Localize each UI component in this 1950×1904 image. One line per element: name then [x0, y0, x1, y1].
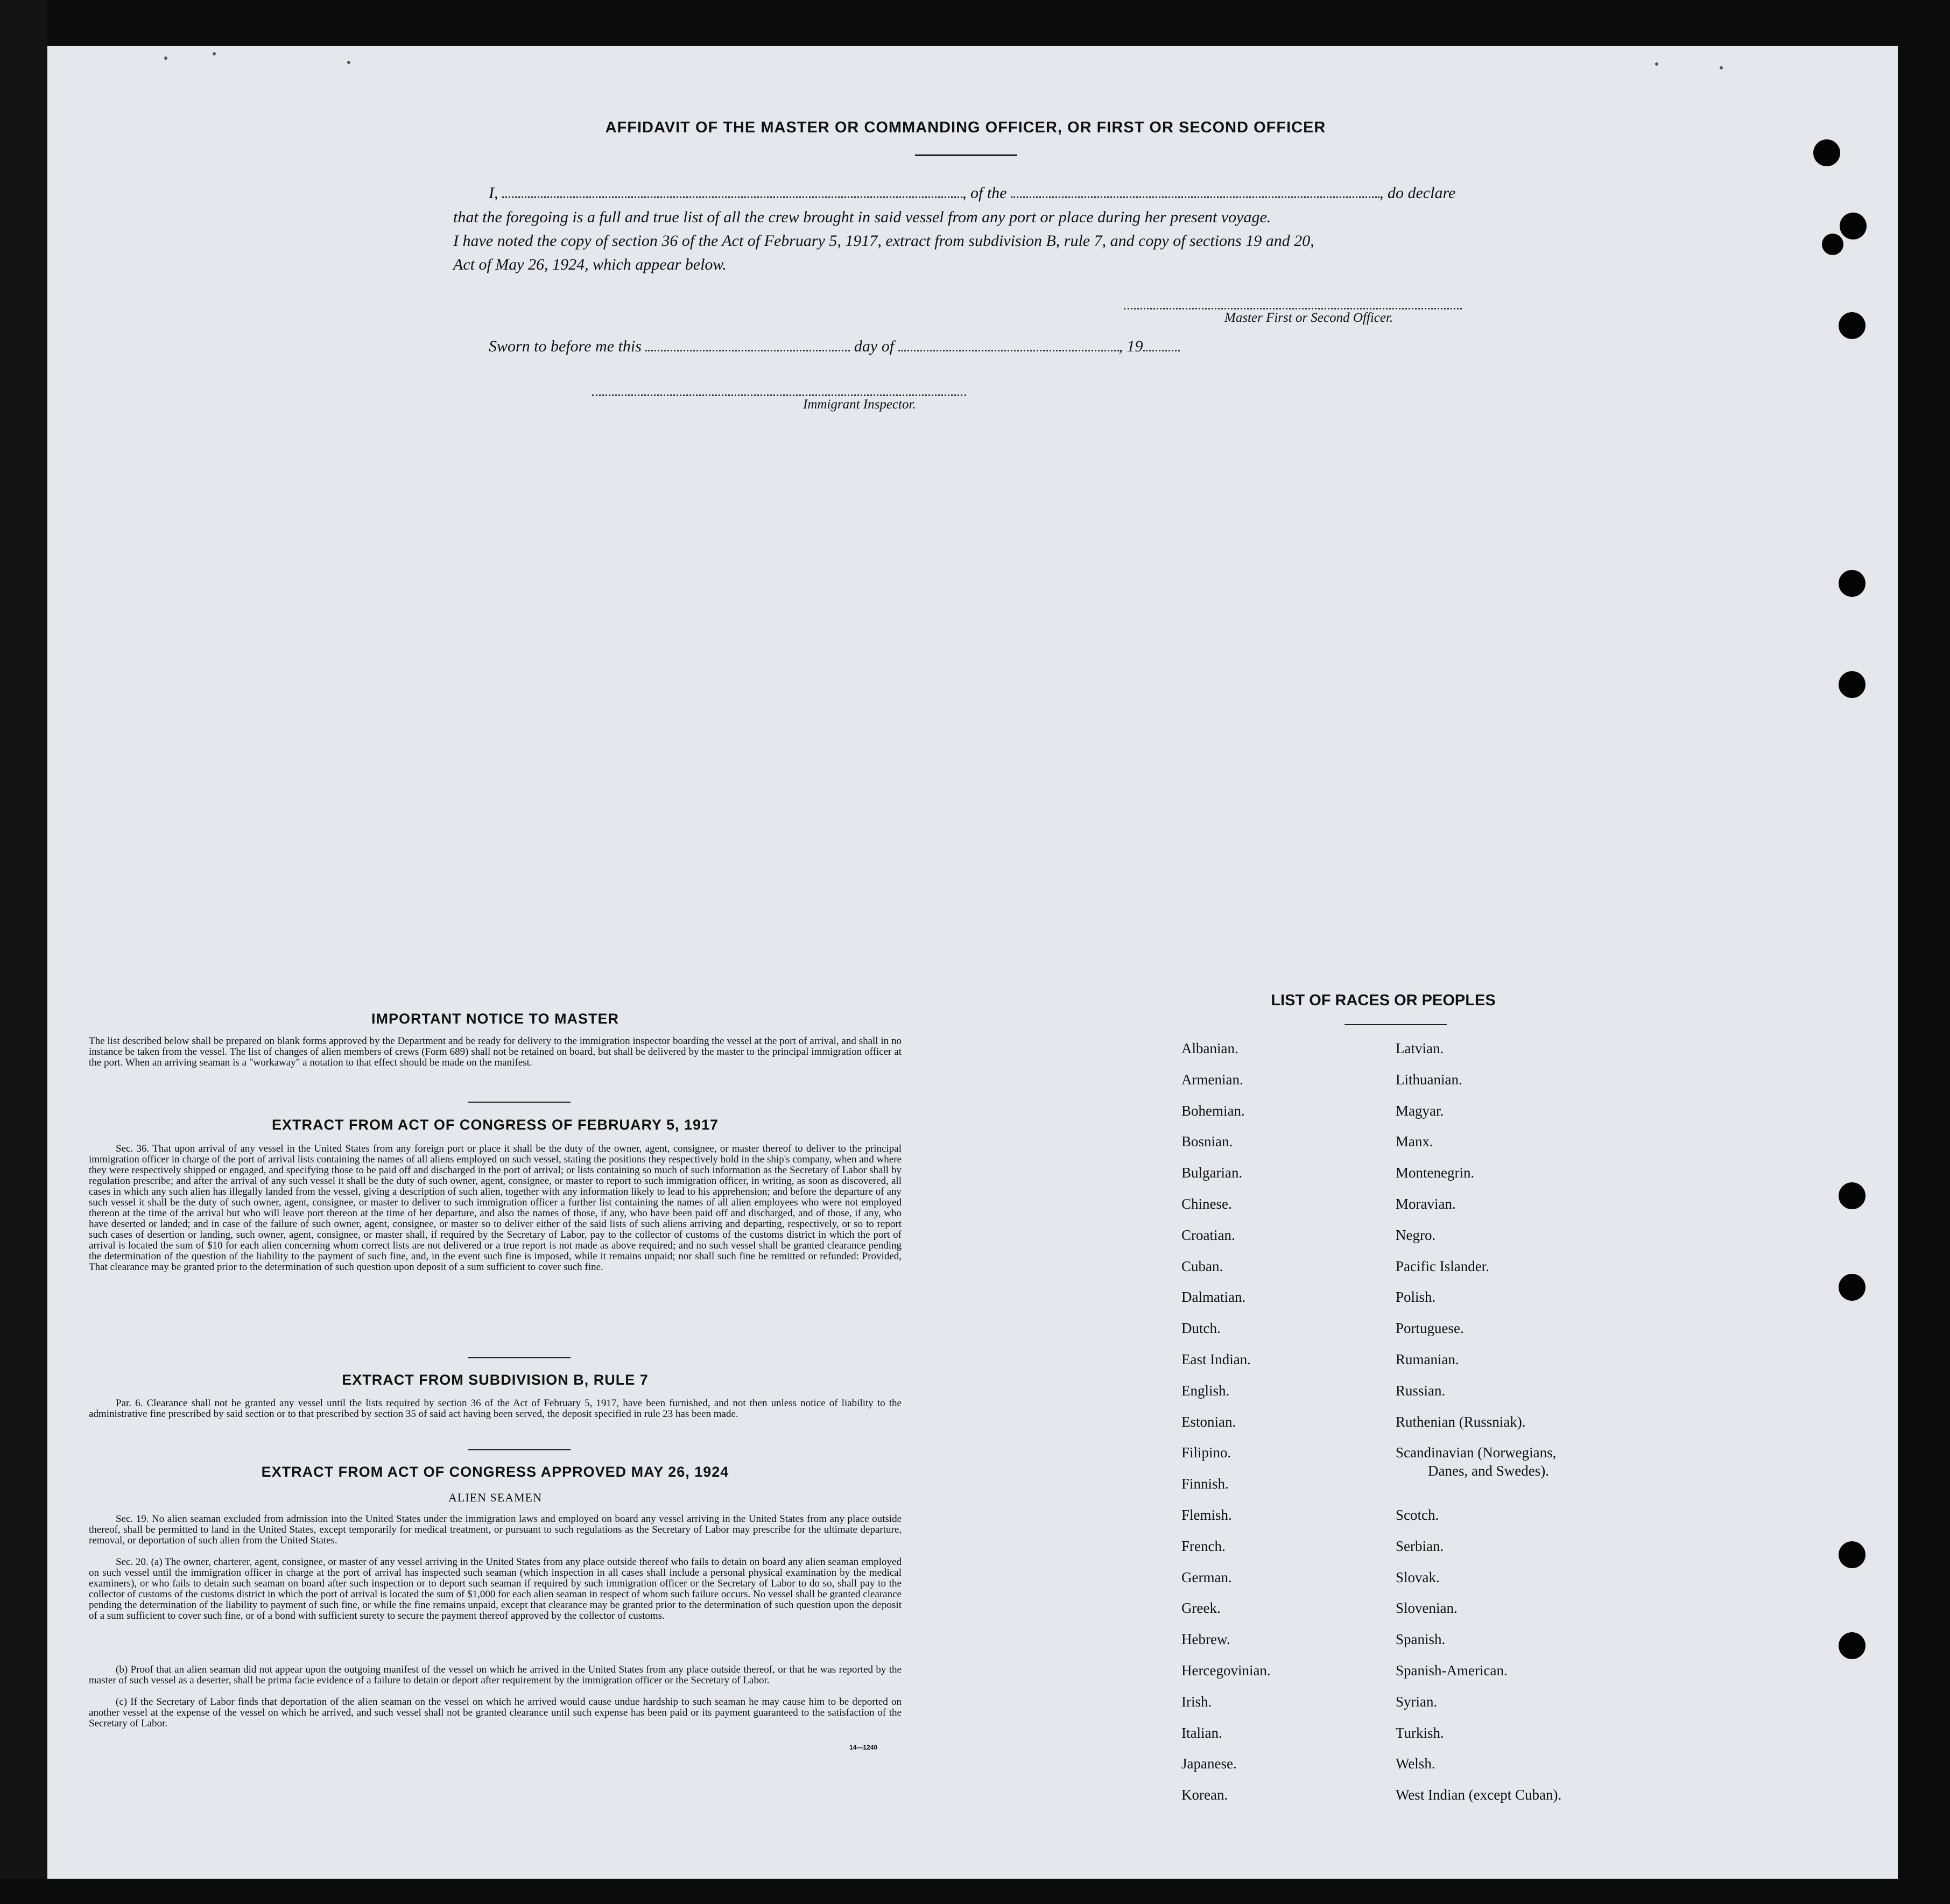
- race-item: Negro.: [1396, 1226, 1436, 1243]
- punch-hole: [1839, 671, 1865, 698]
- race-item: Italian.: [1181, 1724, 1222, 1741]
- race-item: Hebrew.: [1181, 1631, 1230, 1648]
- paper-speck: [1720, 66, 1723, 69]
- race-item: Pacific Islander.: [1396, 1258, 1489, 1274]
- punch-hole: [1839, 312, 1865, 339]
- section-divider: [468, 1449, 571, 1450]
- affidavit-line-2: that the foregoing is a full and true list of all the crew brought in said vessel from any port or place during her present voyage.: [453, 208, 1271, 226]
- race-item: Lithuanian.: [1396, 1071, 1462, 1088]
- race-item: Spanish-American.: [1396, 1662, 1508, 1679]
- film-border-right: [1898, 0, 1950, 1904]
- sworn-line: [489, 337, 1180, 356]
- races-title: LIST OF RACES OR PEOPLES: [1271, 992, 1496, 1009]
- race-item: East Indian.: [1181, 1351, 1251, 1367]
- race-item: Korean.: [1181, 1787, 1228, 1803]
- race-item: Portuguese.: [1396, 1320, 1464, 1337]
- punch-hole: [1822, 234, 1843, 255]
- film-border-bottom: [0, 1879, 1950, 1904]
- paper-speck: [164, 57, 167, 60]
- race-item: Rumanian.: [1396, 1351, 1459, 1367]
- sec-20b-body: (b) Proof that an alien seaman did not appear upon the outgoing manifest of the vessel on which he arrived in the United States from any place outside thereof, or that he was reported by the master of such vessel as a deserter, shall be prima facie evidence of a failure to detain or deport after requirement by the immigration officer or the Secretary of Labor.: [89, 1664, 902, 1686]
- race-item: Estonian.: [1181, 1413, 1236, 1430]
- sec-19-body: Sec. 19. No alien seaman excluded from admission into the United States under the immigration laws and employed on board any vessel arriving in the United States from any place outside thereof, shall be permitted to land in the United States, except temporarily for medical treatment, or pursuant to such regulations as the Secretary of Labor may prescribe for the ultimate departure, removal, or deportation of such alien from the United States.: [89, 1513, 902, 1546]
- extract-1917-body: Sec. 36. That upon arrival of any vessel in the United States from any foreign port or place it shall be the duty of the owner, agent, consignee, or master thereof to deliver to the principal immigration officer in charge of the port of arrival lists containing the names of all aliens employed on such vessel, stating the positions they respectively hold in the ship's company, when and where they were respectively shipped or engaged, and specifying those to be paid off and discharged in the port of arrival; or lists containing so much of such information as the Secretary of Labor shall by regulation prescribe; and after the arrival of any such vessel it shall be the duty of such owner, agent, consignee, or master to report to such immigration officer, in writing, as soon as discovered, all cases in which any such alien has illegally landed from the vessel, giving a description of such alien, together with any information likely to lead to his apprehension; and before the departure of any such vessel it shall be the duty of such owner, agent, consignee, or master to deliver to such immigration officer a further list containing the names of all alien employees who were not employed thereon at the time of the arrival but who will leave port thereon at the time of her departure, and also the names of those, if any, who have been paid off and discharged, and of those, if any, who have deserted or landed; and in case of the failure of such owner, agent, consignee, or master so to deliver either of the said lists of such aliens arriving and departing, respectively, or so to report such cases of desertion or landing, such owner, agent, consignee, or master shall, if required by the Secretary of Labor, pay to the collector of customs of the customs district in which the port of arrival is located the sum of $10 for each alien concerning whom correct lists are not delivered or a true report is not made as above required; and no such vessel shall be granted clearance pending the determination of the question of the liability to the payment of such fine, and, in the event such fine is imposed, while it remains unpaid; nor shall such fine be remitted or refunded: Provided, That clearance may be granted prior to the determination of such question upon deposit of a sum sufficient to cover such fine.: [89, 1143, 902, 1273]
- race-item: Slovak.: [1396, 1569, 1440, 1585]
- race-item: Spanish.: [1396, 1631, 1446, 1648]
- inspector-signature-line[interactable]: [592, 394, 966, 396]
- extract-1917-title: EXTRACT FROM ACT OF CONGRESS OF FEBRUARY 5, 1917: [271, 1117, 719, 1133]
- race-item: Armenian.: [1181, 1071, 1243, 1088]
- race-item: Croatian.: [1181, 1226, 1235, 1243]
- race-item: Scandinavian (Norwegians,: [1396, 1444, 1557, 1461]
- film-border-left: [0, 0, 47, 1904]
- extract-1924-title: EXTRACT FROM ACT OF CONGRESS APPROVED MAY 26, 1924: [261, 1464, 729, 1480]
- race-item: Cuban.: [1181, 1258, 1223, 1274]
- sworn-year-label: , 19: [1118, 337, 1143, 355]
- affidavit-of-label: , of the: [962, 184, 1007, 202]
- paper-speck: [347, 61, 350, 64]
- punch-hole: [1839, 1274, 1865, 1301]
- master-signature-line[interactable]: [1124, 308, 1462, 309]
- race-item: Polish.: [1396, 1289, 1436, 1306]
- affidavit-declare-label: , do declare: [1379, 184, 1456, 202]
- affidavit-i-label: I,: [489, 184, 498, 202]
- vessel-blank[interactable]: [1011, 185, 1379, 198]
- race-item: English.: [1181, 1382, 1230, 1399]
- section-divider: [468, 1102, 571, 1103]
- race-item: Scotch.: [1396, 1507, 1439, 1523]
- race-item: Ruthenian (Russniak).: [1396, 1413, 1526, 1430]
- race-item: Turkish.: [1396, 1724, 1444, 1741]
- title-divider: [915, 154, 1017, 156]
- race-item: Montenegrin.: [1396, 1165, 1475, 1181]
- notice-title: IMPORTANT NOTICE TO MASTER: [371, 1011, 619, 1027]
- race-item: Latvian.: [1396, 1040, 1444, 1056]
- race-item: Serbian.: [1396, 1538, 1444, 1554]
- race-item: Syrian.: [1396, 1693, 1438, 1710]
- punch-hole: [1840, 213, 1867, 239]
- race-item: Dalmatian.: [1181, 1289, 1246, 1306]
- form-number: 14—1240: [849, 1744, 878, 1751]
- race-item: Greek.: [1181, 1600, 1221, 1617]
- punch-hole: [1813, 139, 1840, 166]
- race-item: Manx.: [1396, 1133, 1433, 1150]
- sworn-day-blank[interactable]: [645, 338, 850, 351]
- sec-20a-body: Sec. 20. (a) The owner, charterer, agent, consignee, or master of any vessel arriving in the United States from any place outside thereof who fails to detain on board any alien seaman employed on such vessel until the immigration officer in charge at the port of arrival has inspected such seaman (which inspection in all cases shall include a personal physical examination by the medical examiners), or who fails to detain such seaman on board after such inspection or to deport such seaman if required by such immigration officer or the Secretary of Labor to do so, shall pay to the collector of customs of the customs district in which the port of arrival is located the sum of $1,000 for each alien seaman in respect of whom such failure occurs. No vessel shall be granted clearance pending the determination of the liability to payment of such fine, or while the fine remains unpaid, except that clearance may be granted prior to the determination of such question upon the deposit of a sum sufficient to cover such fine, or of a bond with sufficient surety to secure the payment thereof approved by the collector of customs.: [89, 1556, 902, 1621]
- inspector-signature-caption: Immigrant Inspector.: [803, 397, 916, 412]
- race-item: Chinese.: [1181, 1196, 1232, 1212]
- race-item: German.: [1181, 1569, 1232, 1585]
- sworn-year-blank[interactable]: [1143, 338, 1180, 351]
- race-item: Albanian.: [1181, 1040, 1238, 1056]
- race-item: Bulgarian.: [1181, 1165, 1243, 1181]
- race-item: Filipino.: [1181, 1444, 1231, 1461]
- master-signature-caption: Master First or Second Officer.: [1224, 311, 1393, 325]
- name-blank[interactable]: [502, 185, 962, 198]
- affidavit-line-1: [489, 184, 1455, 202]
- race-item: Moravian.: [1396, 1196, 1456, 1212]
- sec-20c-body: (c) If the Secretary of Labor finds that deportation of the alien seaman on the vessel on which he arrived would cause undue hardship to such seaman he may cause him to be deported on another vessel at the expense of the vessel on which he arrived, and such vessel shall not be granted clearance until such expense has been paid or its payment guaranteed to the satisfaction of the Secretary of Labor.: [89, 1696, 902, 1729]
- punch-hole: [1839, 1182, 1865, 1209]
- extract-rule7-body: Par. 6. Clearance shall not be granted any vessel until the lists required by section 36 of the Act of February 5, 1917, have been furnished, and not then unless notice of liability to the administrative fine prescribed by said section or to that prescribed by section 35 of said act having been served, the deposit specified in rule 23 has been made.: [89, 1398, 902, 1420]
- race-item: West Indian (except Cuban).: [1396, 1787, 1562, 1803]
- race-item: Finnish.: [1181, 1476, 1229, 1492]
- affidavit-line-3: I have noted the copy of section 36 of the Act of February 5, 1917, extract from subdivision B, rule 7, and copy of sections 19 and 20,: [453, 232, 1314, 250]
- affidavit-title: AFFIDAVIT OF THE MASTER OR COMMANDING OFFICER, OR FIRST OR SECOND OFFICER: [605, 119, 1326, 136]
- race-item: Welsh.: [1396, 1755, 1435, 1772]
- race-item: Russian.: [1396, 1382, 1446, 1399]
- race-item: Bosnian.: [1181, 1133, 1233, 1150]
- notice-body: The list described below shall be prepared on blank forms approved by the Department and be ready for delivery to the immigration inspector boarding the vessel at the port of arrival, and shall in no instance be taken from the vessel. The list of changes of alien members of crews (Form 689) shall not be retained on board, but shall be delivered by the master to the principal immigration officer at the port. When an arriving seaman is a "workaway" a notation to that effect should be made on the manifest.: [89, 1035, 902, 1068]
- race-item: Japanese.: [1181, 1755, 1237, 1772]
- race-item: Danes, and Swedes).: [1428, 1463, 1549, 1479]
- sworn-day-label: day of: [854, 337, 895, 355]
- punch-hole: [1839, 570, 1865, 597]
- paper-speck: [213, 52, 216, 55]
- race-item: Irish.: [1181, 1693, 1212, 1710]
- sworn-month-blank[interactable]: [898, 338, 1119, 351]
- race-item: Dutch.: [1181, 1320, 1221, 1337]
- alien-seamen-heading: ALIEN SEAMEN: [448, 1491, 542, 1504]
- race-item: Flemish.: [1181, 1507, 1232, 1523]
- race-item: French.: [1181, 1538, 1226, 1554]
- punch-hole: [1839, 1632, 1865, 1659]
- section-divider: [468, 1357, 571, 1358]
- races-title-divider: [1344, 1024, 1447, 1025]
- punch-hole: [1839, 1541, 1865, 1568]
- race-item: Hercegovinian.: [1181, 1662, 1271, 1679]
- race-item: Slovenian.: [1396, 1600, 1458, 1617]
- affidavit-line-4: Act of May 26, 1924, which appear below.: [453, 256, 727, 273]
- film-border-top: [0, 0, 1950, 46]
- extract-rule7-title: EXTRACT FROM SUBDIVISION B, RULE 7: [342, 1372, 649, 1388]
- race-item: Bohemian.: [1181, 1102, 1245, 1119]
- race-item: Magyar.: [1396, 1102, 1444, 1119]
- sworn-label: Sworn to before me this: [489, 337, 642, 355]
- paper-speck: [1655, 62, 1658, 66]
